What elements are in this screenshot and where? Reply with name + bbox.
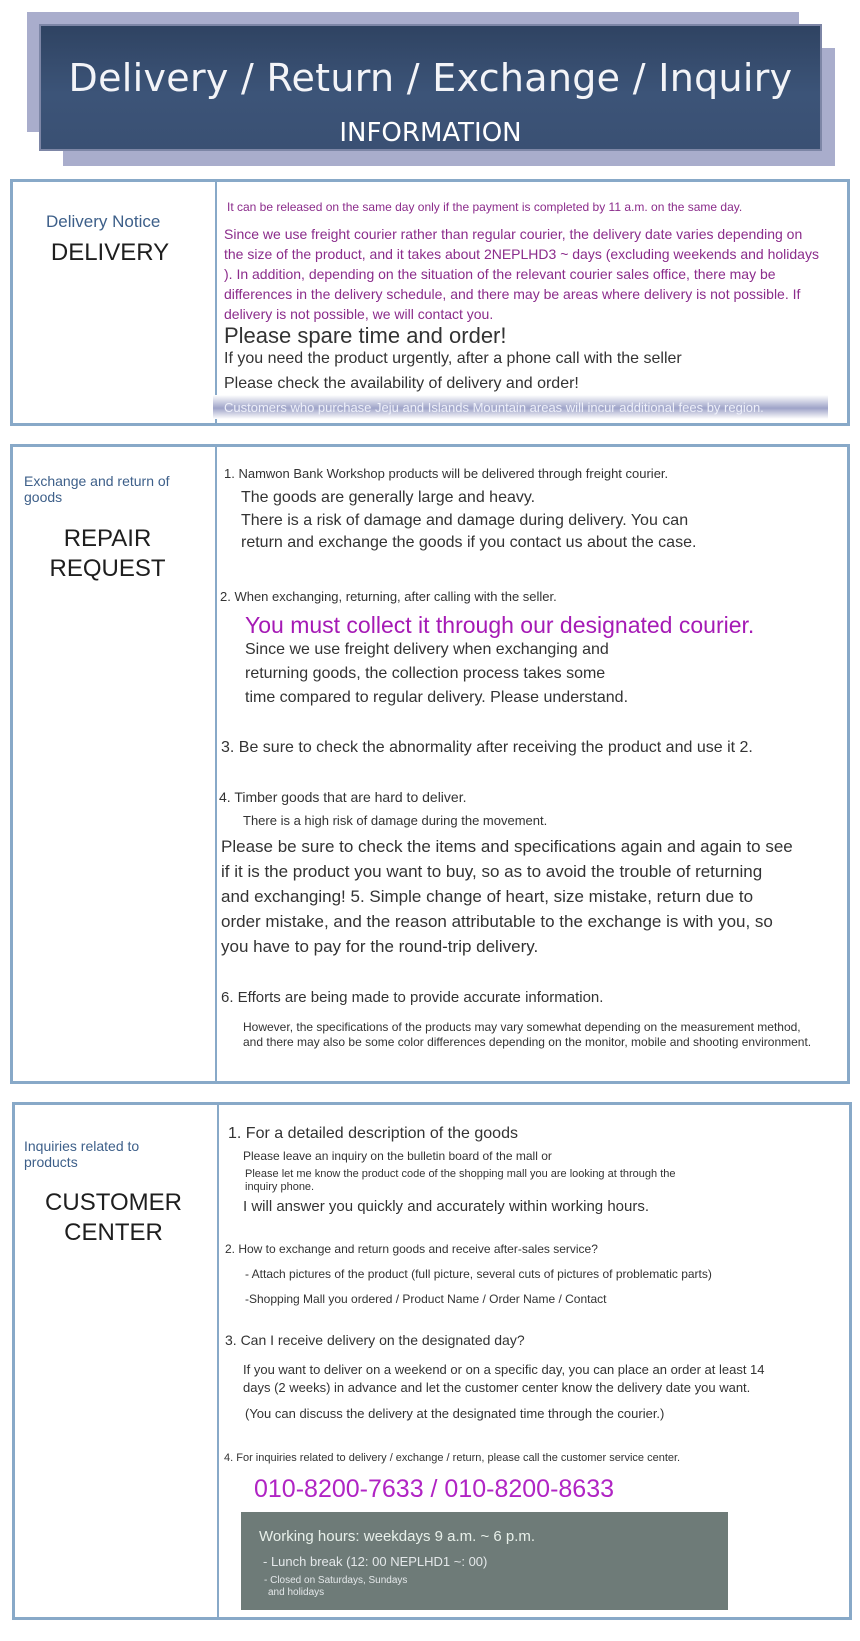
repair-item-5-line-5: you have to pay for the round-trip delivery. [221,937,539,956]
section-divider [217,1105,219,1617]
customer-label-big-1: CUSTOMER [45,1189,182,1216]
delivery-label-small: Delivery Notice [46,212,161,231]
customer-label-big-2: CENTER [64,1219,163,1246]
lunch-break: - Lunch break (12: 00 NEPLHD1 ~: 00) [263,1554,488,1569]
delivery-para-2: the size of the product, and it takes about 2NEPLHD3 ~ days (excluding weekends and holidays [224,246,819,262]
customer-q1-b2: inquiry phone. [245,1181,315,1193]
repair-label-big-2: REQUEST [49,555,166,582]
repair-item-1-line-3: return and exchange the goods if you contact us about the case. [241,534,697,551]
closed-days-1: - Closed on Saturdays, Sundays [264,1575,408,1586]
delivery-para-5: delivery is not possible, we will contact you. [224,306,494,322]
delivery-urgent-note: If you need the product urgently, after a phone call with the seller [224,350,682,367]
repair-item-5-line-1: Please be sure to check the items and specifications again and again to see [221,837,793,856]
delivery-label-big: DELIVERY [50,239,170,266]
customer-phone-numbers: 010-8200-7633 / 010-8200-8633 [254,1475,615,1503]
delivery-check-note: Please check the availability of delivery and order! [224,375,579,392]
customer-q3-b: (You can discuss the delivery at the designated time through the courier.) [245,1406,665,1421]
repair-item-2-line-2: returning goods, the collection process takes some [245,665,606,682]
delivery-para-4: differences in the delivery schedule, and there may be areas where delivery is not possible. If [224,286,801,302]
customer-q1-b1: Please let me know the product code of the shopping mall you are looking at through the [245,1168,676,1180]
delivery-para-3: ). In addition, depending on the situation of the relevant courier sales office, there may be [224,266,776,282]
customer-label-small-1: Inquiries related to [24,1138,140,1154]
repair-item-6-line-1: However, the specifications of the products may vary somewhat depending on the measurement method, [243,1020,801,1034]
repair-label-small-2: goods [24,489,63,505]
page-title: Delivery / Return / Exchange / Inquiry [68,56,793,100]
repair-item-2-line-1: Since we use freight delivery when exchanging and [245,641,609,658]
repair-item-6: 6. Efforts are being made to provide accurate information. [221,989,604,1006]
repair-item-2: 2. When exchanging, returning, after calling with the seller. [220,589,557,604]
repair-label-big-1: REPAIR [63,525,152,552]
customer-q2-a: - Attach pictures of the product (full picture, several cuts of pictures of problematic parts) [245,1267,712,1281]
repair-item-5-line-2: if it is the product you want to buy, so as to avoid the trouble of returning [221,862,763,881]
repair-item-6-line-2: and there may also be some color differences depending on the monitor, mobile and shooting environment. [243,1035,812,1049]
delivery-para-1: Since we use freight courier rather than regular courier, the delivery date varies depending on [224,226,803,242]
customer-q3-a1: If you want to deliver on a weekend or on a specific day, you can place an order at least 14 [243,1362,765,1377]
customer-q4: 4. For inquiries related to delivery / exchange / return, please call the customer service center. [224,1452,681,1464]
customer-label-small-2: products [24,1154,78,1170]
section-divider [215,447,217,1081]
repair-item-1-line-2: There is a risk of damage and damage during delivery. You can [241,512,689,529]
customer-q2-b: -Shopping Mall you ordered / Product Name / Order Name / Contact [245,1292,607,1306]
customer-q1-c: I will answer you quickly and accurately within working hours. [243,1198,650,1215]
repair-item-2-line-3: time compared to regular delivery. Please understand. [245,689,629,706]
repair-item-3: 3. Be sure to check the abnormality after receiving the product and use it 2. [221,739,753,756]
repair-item-5-line-3: and exchanging! 5. Simple change of heart, size mistake, return due to [221,887,754,906]
header-banner [39,24,822,151]
repair-item-1-line-1: The goods are generally large and heavy. [241,489,536,506]
customer-q1: 1. For a detailed description of the goods [228,1125,518,1142]
delivery-same-day-note: It can be released on the same day only if the payment is completed by 11 a.m. on the same day. [227,200,743,214]
customer-q3: 3. Can I receive delivery on the designated day? [225,1332,525,1348]
repair-item-1: 1. Namwon Bank Workshop products will be delivered through freight courier. [224,466,669,481]
closed-days-2: and holidays [268,1587,325,1598]
repair-item-5-line-4: order mistake, and the reason attributable to the exchange is with you, so [221,912,773,931]
repair-item-4: 4. Timber goods that are hard to deliver. [219,789,467,805]
customer-q2: 2. How to exchange and return goods and receive after-sales service? [225,1242,598,1256]
customer-q3-a2: days (2 weeks) in advance and let the customer center know the delivery date you want. [243,1380,751,1395]
section-divider [215,182,217,423]
repair-item-4-sub: There is a high risk of damage during the movement. [243,813,548,828]
page-subtitle: INFORMATION [339,118,522,148]
repair-item-2-highlight: You must collect it through our designated courier. [245,612,755,638]
repair-label-small-1: Exchange and return of [24,473,170,489]
customer-q1-a: Please leave an inquiry on the bulletin board of the mall or [243,1149,552,1163]
delivery-jeju-note: Customers who purchase Jeju and Islands Mountain areas will incur additional fees by region. [224,400,764,415]
delivery-spare-time: Please spare time and order! [224,323,507,348]
working-hours: Working hours: weekdays 9 a.m. ~ 6 p.m. [259,1528,536,1545]
